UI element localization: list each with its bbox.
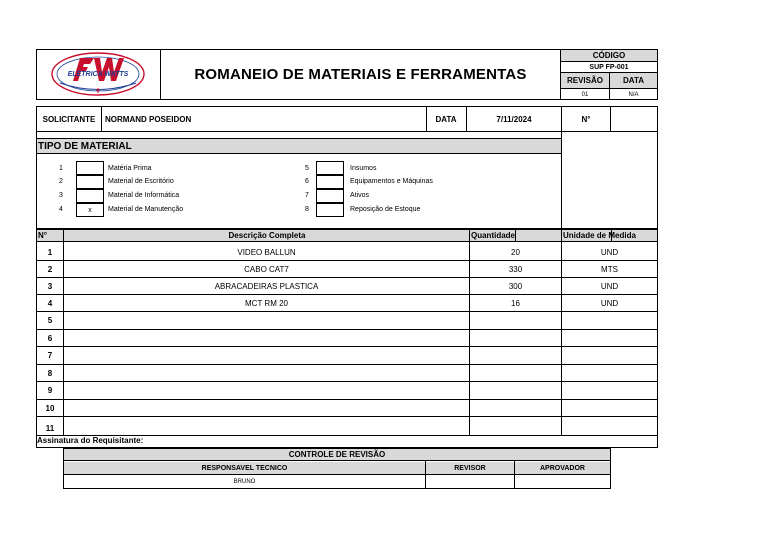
row-num: 3: [47, 281, 53, 291]
row-qty[interactable]: [470, 400, 561, 416]
option-checkbox[interactable]: [316, 175, 344, 189]
row-num: 2: [47, 264, 53, 274]
data-label: DATA: [435, 114, 457, 124]
col-unit-header: Unidade de Medida: [563, 231, 636, 240]
responsavel-value[interactable]: BRUNO: [233, 479, 256, 485]
row-num: 4: [47, 298, 53, 308]
row-unit[interactable]: [562, 400, 657, 416]
row-qty[interactable]: [470, 330, 561, 346]
option-num: 7: [305, 192, 309, 199]
row-qty[interactable]: [470, 312, 561, 329]
row-num: 1: [47, 248, 53, 257]
option-checkbox[interactable]: [76, 189, 104, 203]
option-num: 2: [59, 178, 63, 185]
option-label: Material de Escritório: [108, 178, 174, 185]
numero-value[interactable]: [611, 107, 657, 131]
codigo-value: SUP FP-001: [589, 63, 629, 71]
revision-title: CONTROLE DE REVISÃO: [64, 449, 610, 461]
row-desc[interactable]: [64, 365, 469, 381]
option-num: 3: [59, 192, 63, 199]
option-label: Equipamentos e Máquinas: [350, 178, 433, 185]
revisao-label: REVISÃO: [561, 73, 609, 88]
row-desc[interactable]: CABO CAT7: [244, 264, 289, 274]
row-qty[interactable]: 20: [511, 248, 520, 257]
option-label: Ativos: [350, 192, 370, 199]
solicitante-label: SOLICITANTE: [42, 114, 96, 124]
row-num: 8: [47, 368, 53, 378]
row-unit[interactable]: [562, 365, 657, 381]
option-num: 5: [305, 165, 309, 172]
row-desc[interactable]: [64, 382, 469, 399]
material-type-title: TIPO DE MATERIAL: [37, 138, 561, 154]
option-num: 1: [59, 165, 63, 172]
option-label: Insumos: [350, 165, 377, 172]
row-num: 11: [45, 423, 55, 433]
aprovador-value[interactable]: [515, 476, 610, 488]
row-unit[interactable]: [562, 417, 657, 435]
signature-label: Assinatura do Requisitante:: [37, 436, 144, 445]
row-num: 7: [47, 351, 53, 360]
row-num: 5: [47, 316, 53, 325]
row-num: 9: [47, 386, 53, 395]
row-qty[interactable]: 16: [511, 298, 520, 308]
row-unit[interactable]: UND: [600, 248, 619, 257]
option-checkbox[interactable]: [76, 161, 104, 175]
page-title: ROMANEIO DE MATERIAIS E FERRAMENTAS: [194, 66, 527, 83]
col-desc-header: Descrição Completa: [228, 231, 306, 240]
option-label: Material de Manutenção: [108, 206, 184, 213]
row-desc[interactable]: [64, 312, 469, 329]
option-num: 6: [305, 178, 309, 185]
option-label: Reposição de Estoque: [350, 206, 421, 213]
row-desc[interactable]: ABRACADEIRAS PLASTICA: [214, 281, 319, 291]
row-unit[interactable]: [562, 347, 657, 364]
numero-label: N°: [581, 114, 591, 124]
row-num: 10: [45, 403, 55, 413]
row-unit[interactable]: [562, 382, 657, 399]
company-logo: [50, 50, 146, 98]
row-desc[interactable]: [64, 347, 469, 364]
data-value-header: N/A: [628, 91, 639, 98]
option-checkbox[interactable]: [316, 189, 344, 203]
row-desc[interactable]: [64, 400, 469, 416]
logo-text: ELÉTRICA WATTS: [67, 71, 129, 78]
codigo-label: CÓDIGO: [561, 50, 657, 61]
row-num: 6: [47, 333, 53, 343]
solicitante-value[interactable]: NORMAND POSEIDON: [105, 114, 192, 124]
row-qty[interactable]: [470, 365, 561, 381]
option-num: 4: [59, 206, 63, 213]
col-aprovador-header: APROVADOR: [515, 462, 610, 475]
option-checkbox[interactable]: [76, 175, 104, 189]
row-unit[interactable]: [562, 312, 657, 329]
data-label-header: DATA: [610, 73, 657, 88]
row-desc[interactable]: VIDEO BALLUN: [237, 248, 296, 257]
row-desc[interactable]: [64, 330, 469, 346]
option-num: 8: [305, 206, 309, 213]
col-qty-header: Quantidade: [471, 231, 516, 240]
option-checkbox[interactable]: [316, 161, 344, 175]
row-unit[interactable]: [562, 330, 657, 346]
col-responsavel-header: RESPONSAVEL TECNICO: [64, 462, 425, 475]
row-qty[interactable]: [470, 382, 561, 399]
row-unit[interactable]: MTS: [601, 264, 618, 274]
row-unit[interactable]: UND: [600, 298, 619, 308]
col-num-header: N°: [38, 231, 47, 240]
option-checkbox[interactable]: [316, 203, 344, 217]
data-value[interactable]: 7/11/2024: [496, 114, 532, 124]
row-qty[interactable]: [470, 347, 561, 364]
row-qty[interactable]: 330: [508, 264, 523, 274]
row-desc[interactable]: [64, 417, 469, 435]
col-revisor-header: REVISOR: [426, 462, 514, 475]
row-qty[interactable]: [470, 417, 561, 435]
row-qty[interactable]: 300: [508, 281, 523, 291]
row-unit[interactable]: UND: [600, 281, 619, 291]
option-label: Matéria Prima: [108, 165, 152, 172]
revisao-value: 01: [581, 91, 589, 98]
option-checkbox[interactable]: x: [76, 203, 104, 217]
revisor-value[interactable]: [426, 476, 514, 488]
option-label: Material de Informática: [108, 192, 180, 199]
row-desc[interactable]: MCT RM 20: [245, 298, 288, 308]
